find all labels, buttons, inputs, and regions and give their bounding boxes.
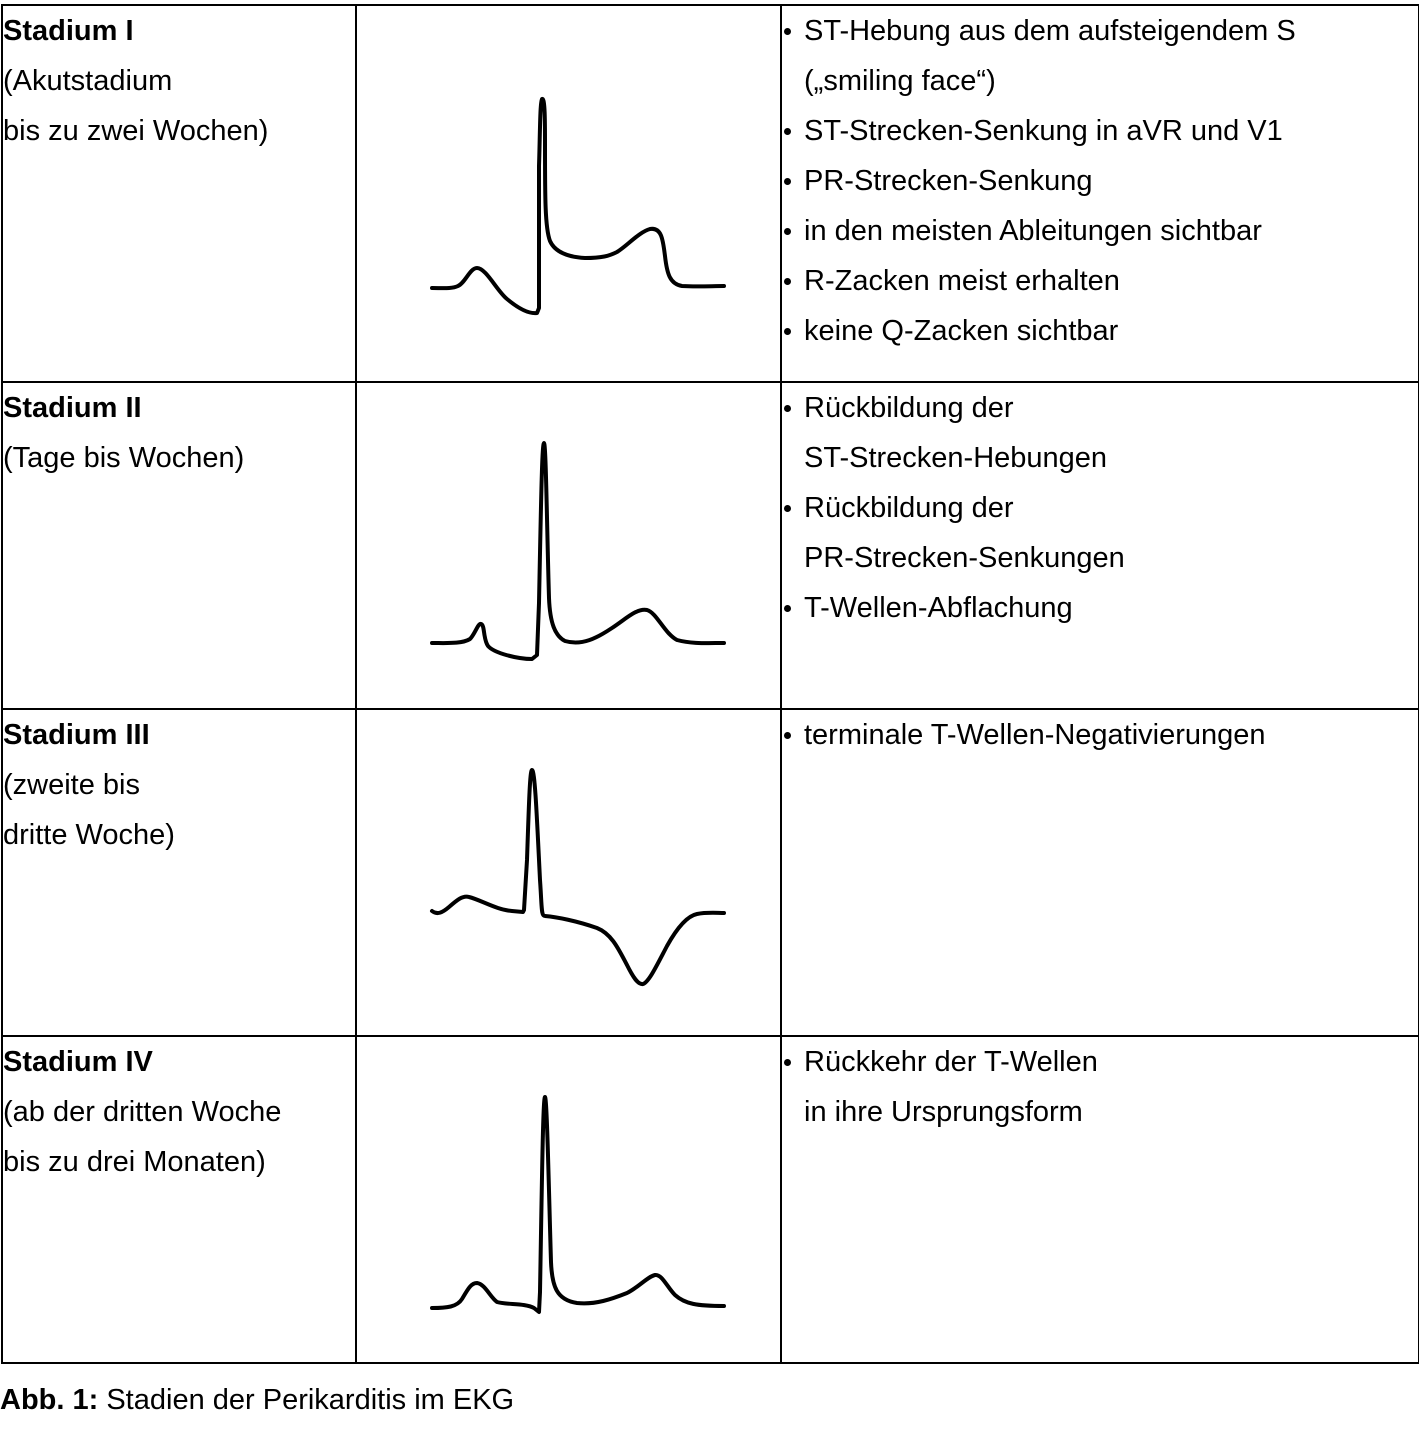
ecg-curve-cell [356, 382, 781, 709]
feature-list [782, 710, 1418, 760]
feature-list [782, 383, 1418, 633]
ecg-curve-cell [356, 709, 781, 1036]
feature-item: Rückkehr der T-Wellen in ihre Ursprungsform [782, 1037, 1418, 1137]
feature-item: Rückbildung der ST-Strecken-Hebungen [782, 383, 1418, 483]
feature-item: terminale T-Wellen-Negativierungen [782, 710, 1418, 760]
stage-description: (Tage bis Wochen) [3, 442, 245, 474]
stage-description: (zweite bis dritte Woche) [3, 769, 175, 851]
stage-title: Stadium II [3, 392, 142, 424]
stage-label-cell [2, 1036, 356, 1363]
stage-row-4 [2, 1036, 1419, 1363]
stage-row-3 [2, 709, 1419, 1036]
ecg-waveform-stage-4 [357, 1037, 782, 1364]
feature-item: keine Q-Zacken sichtbar [782, 306, 1418, 356]
feature-item: T-Wellen-Abflachung [782, 583, 1418, 633]
caption-label: Abb. 1: [0, 1384, 99, 1416]
feature-item: R-Zacken meist erhalten [782, 256, 1418, 306]
figure-caption [0, 1378, 514, 1422]
features-cell [781, 5, 1419, 382]
caption-text: Stadien der Perikarditis im EKG [98, 1384, 515, 1416]
ecg-curve-cell [356, 5, 781, 382]
stage-row-1 [2, 5, 1419, 382]
ecg-curve-cell [356, 1036, 781, 1363]
perikarditis-stages-table [1, 4, 1419, 1364]
stage-title: Stadium IV [3, 1046, 153, 1078]
ecg-waveform-stage-3 [357, 710, 782, 1037]
stage-label-cell [2, 709, 356, 1036]
stage-row-2 [2, 382, 1419, 709]
stage-label-cell [2, 382, 356, 709]
feature-list [782, 6, 1418, 356]
features-cell [781, 1036, 1419, 1363]
stage-description: (ab der dritten Woche bis zu drei Monaten) [3, 1096, 282, 1178]
feature-item: ST-Strecken-Senkung in aVR und V1 [782, 106, 1418, 156]
features-cell [781, 709, 1419, 1036]
stage-title: Stadium I [3, 15, 134, 47]
stage-title: Stadium III [3, 719, 150, 751]
feature-item: ST-Hebung aus dem aufsteigendem S („smiling face“) [782, 6, 1418, 106]
stage-label-cell [2, 5, 356, 382]
features-cell [781, 382, 1419, 709]
ecg-waveform-stage-1 [357, 6, 782, 383]
feature-list [782, 1037, 1418, 1137]
stage-description: (Akutstadium bis zu zwei Wochen) [3, 65, 269, 147]
feature-item: in den meisten Ableitungen sichtbar [782, 206, 1418, 256]
feature-item: Rückbildung der PR-Strecken-Senkungen [782, 483, 1418, 583]
feature-item: PR-Strecken-Senkung [782, 156, 1418, 206]
ecg-waveform-stage-2 [357, 383, 782, 710]
